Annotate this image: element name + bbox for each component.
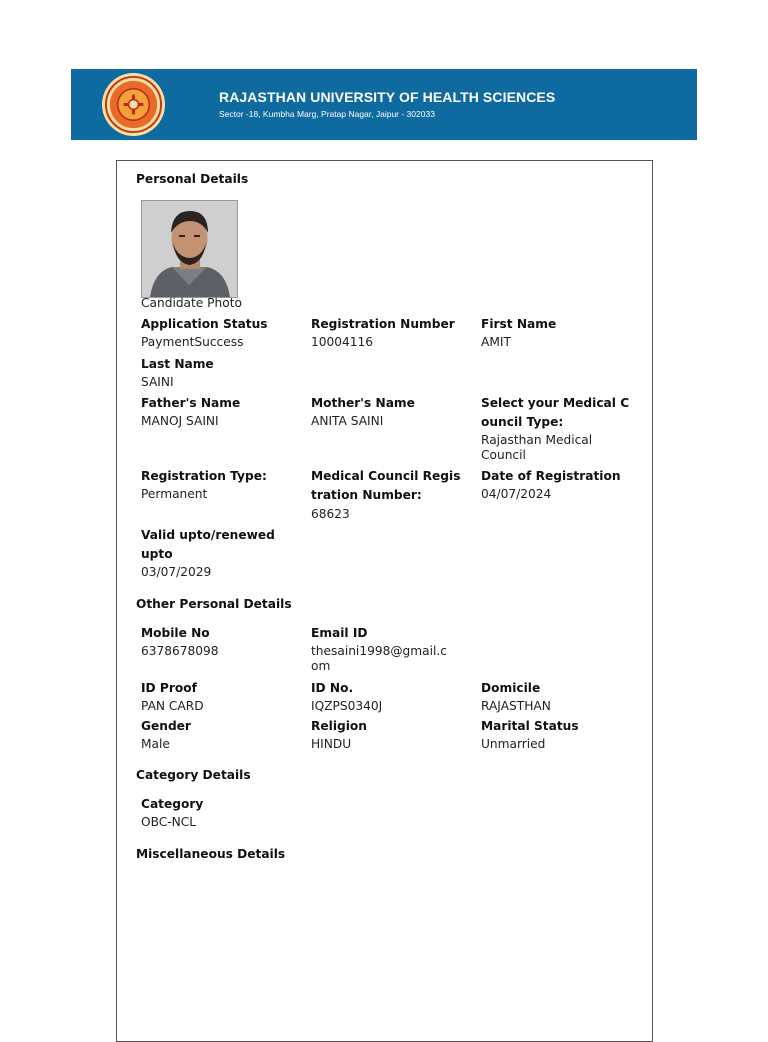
label-mobile-no: Mobile No: [141, 626, 210, 640]
label-registration-type: Registration Type:: [141, 469, 267, 483]
value-application-status: PaymentSuccess: [141, 335, 244, 349]
value-medical-council-type-line2: Council: [481, 448, 526, 462]
label-valid-upto-line2: upto: [141, 547, 173, 561]
label-registration-number: Registration Number: [311, 317, 455, 331]
value-gender: Male: [141, 737, 170, 751]
value-last-name: SAINI: [141, 375, 174, 389]
university-address: Sector -18, Kumbha Marg, Pratap Nagar, Jaipur - 302033: [219, 109, 435, 119]
label-valid-upto-line1: Valid upto/renewed: [141, 528, 275, 542]
value-mobile-no: 6378678098: [141, 644, 219, 658]
value-registration-number: 10004116: [311, 335, 374, 349]
label-id-no: ID No.: [311, 681, 354, 695]
value-date-of-registration: 04/07/2024: [481, 487, 552, 501]
label-email-id: Email ID: [311, 626, 368, 640]
section-category-details: Category Details: [136, 768, 251, 782]
value-mothers-name: ANITA SAINI: [311, 414, 384, 428]
section-miscellaneous-details: Miscellaneous Details: [136, 847, 286, 861]
value-id-no: IQZPS0340J: [311, 699, 383, 713]
university-name: RAJASTHAN UNIVERSITY OF HEALTH SCIENCES: [219, 89, 556, 105]
value-email-id-line2: om: [311, 659, 331, 673]
label-gender: Gender: [141, 719, 191, 733]
label-fathers-name: Father's Name: [141, 396, 241, 410]
value-registration-type: Permanent: [141, 487, 208, 501]
value-valid-upto: 03/07/2029: [141, 565, 212, 579]
value-fathers-name: MANOJ SAINI: [141, 414, 219, 428]
label-first-name: First Name: [481, 317, 557, 331]
label-category: Category: [141, 797, 204, 811]
candidate-photo-image: [142, 201, 237, 297]
label-council-reg-number-line1: Medical Council Regis: [311, 469, 461, 483]
value-council-reg-number: 68623: [311, 507, 350, 521]
label-religion: Religion: [311, 719, 367, 733]
label-medical-council-type-line1: Select your Medical C: [481, 396, 630, 410]
label-mothers-name: Mother's Name: [311, 396, 415, 410]
section-personal-details: Personal Details: [136, 172, 249, 186]
university-logo-icon: [101, 72, 166, 137]
value-id-proof: PAN CARD: [141, 699, 204, 713]
page-header: [71, 69, 697, 140]
value-marital-status: Unmarried: [481, 737, 546, 751]
value-email-id-line1: thesaini1998@gmail.c: [311, 644, 447, 658]
details-card: [116, 160, 653, 1042]
value-first-name: AMIT: [481, 335, 511, 349]
value-domicile: RAJASTHAN: [481, 699, 551, 713]
photo-caption: Candidate Photo: [141, 296, 242, 310]
label-id-proof: ID Proof: [141, 681, 197, 695]
section-other-personal-details: Other Personal Details: [136, 597, 292, 611]
label-date-of-registration: Date of Registration: [481, 469, 621, 483]
value-category: OBC-NCL: [141, 815, 197, 829]
candidate-photo: [141, 200, 238, 298]
label-council-reg-number-line2: tration Number:: [311, 488, 422, 502]
label-medical-council-type-line2: ouncil Type:: [481, 415, 564, 429]
label-marital-status: Marital Status: [481, 719, 579, 733]
label-application-status: Application Status: [141, 317, 268, 331]
value-medical-council-type-line1: Rajasthan Medical: [481, 433, 593, 447]
label-domicile: Domicile: [481, 681, 541, 695]
value-religion: HINDU: [311, 737, 352, 751]
label-last-name: Last Name: [141, 357, 214, 371]
